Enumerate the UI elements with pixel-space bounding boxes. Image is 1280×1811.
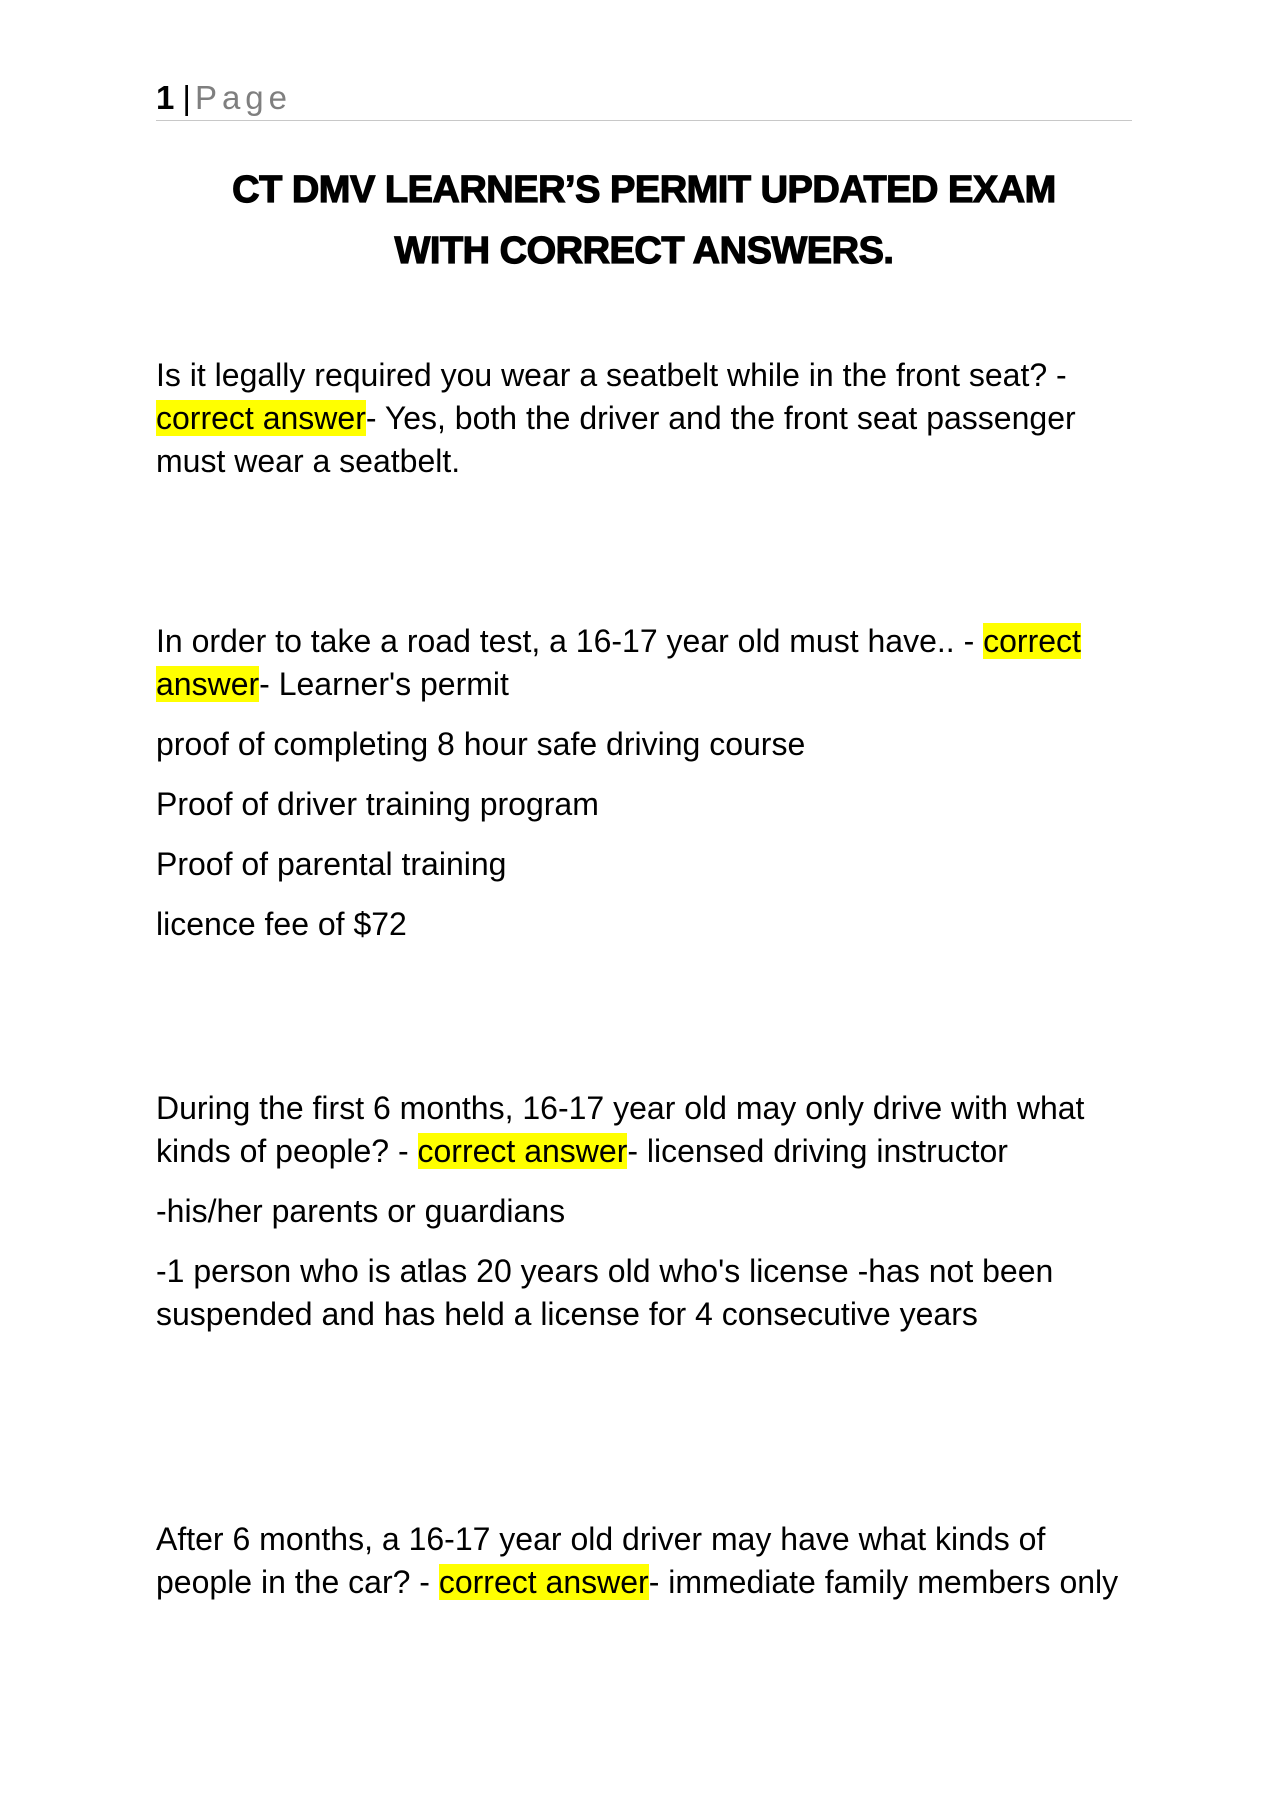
answer-text: - licensed driving instructor bbox=[627, 1133, 1008, 1169]
page-number: 1 bbox=[156, 79, 175, 116]
correct-answer-marker: correct answer bbox=[438, 1564, 649, 1600]
answer-line: proof of completing 8 hour safe driving course bbox=[156, 726, 806, 762]
page-separator: | bbox=[182, 79, 191, 116]
qa-item-1-body bbox=[156, 354, 1146, 483]
answer-text: - Learner's permit bbox=[259, 666, 509, 702]
qa-item-4-body bbox=[156, 1518, 1146, 1604]
question-text: After 6 months, a 16-17 year old driver may have what kinds of people in the car? - bbox=[156, 1521, 1046, 1600]
question-text: In order to take a road test, a 16-17 year old must have.. - bbox=[156, 623, 975, 659]
document-title bbox=[156, 160, 1132, 282]
answer-line: Proof of parental training bbox=[156, 846, 507, 882]
correct-answer-marker: correct answer bbox=[156, 623, 1081, 702]
answer-text: - Yes, both the driver and the front seat passenger must wear a seatbelt. bbox=[156, 400, 1076, 479]
correct-answer-marker: correct answer bbox=[417, 1133, 628, 1169]
qa-item-1 bbox=[156, 354, 1146, 483]
correct-answer-marker: correct answer bbox=[156, 400, 366, 436]
page-label: Page bbox=[194, 79, 293, 116]
answer-text: - immediate family members only bbox=[648, 1564, 1119, 1600]
qa-item-2-body bbox=[156, 620, 1146, 706]
qa-item-2 bbox=[156, 620, 1146, 946]
question-text: During the first 6 months, 16-17 year old may only drive with what kinds of people? - bbox=[156, 1090, 1085, 1169]
answer-line: -1 person who is atlas 20 years old who's license -has not been suspended and has held a license for 4 consecutive years bbox=[156, 1253, 1054, 1332]
title-line-2: WITH CORRECT ANSWERS. bbox=[394, 230, 894, 272]
answer-line: -his/her parents or guardians bbox=[156, 1193, 566, 1229]
qa-item-3 bbox=[156, 1087, 1146, 1336]
title-line-1: CT DMV LEARNER’S PERMIT UPDATED EXAM bbox=[232, 169, 1056, 211]
question-text: Is it legally required you wear a seatbelt while in the front seat? - bbox=[156, 357, 1067, 393]
page-header bbox=[156, 78, 1132, 121]
qa-item-3-body bbox=[156, 1087, 1146, 1173]
answer-line: Proof of driver training program bbox=[156, 786, 599, 822]
answer-line: licence fee of $72 bbox=[156, 906, 407, 942]
qa-item-4 bbox=[156, 1518, 1146, 1604]
